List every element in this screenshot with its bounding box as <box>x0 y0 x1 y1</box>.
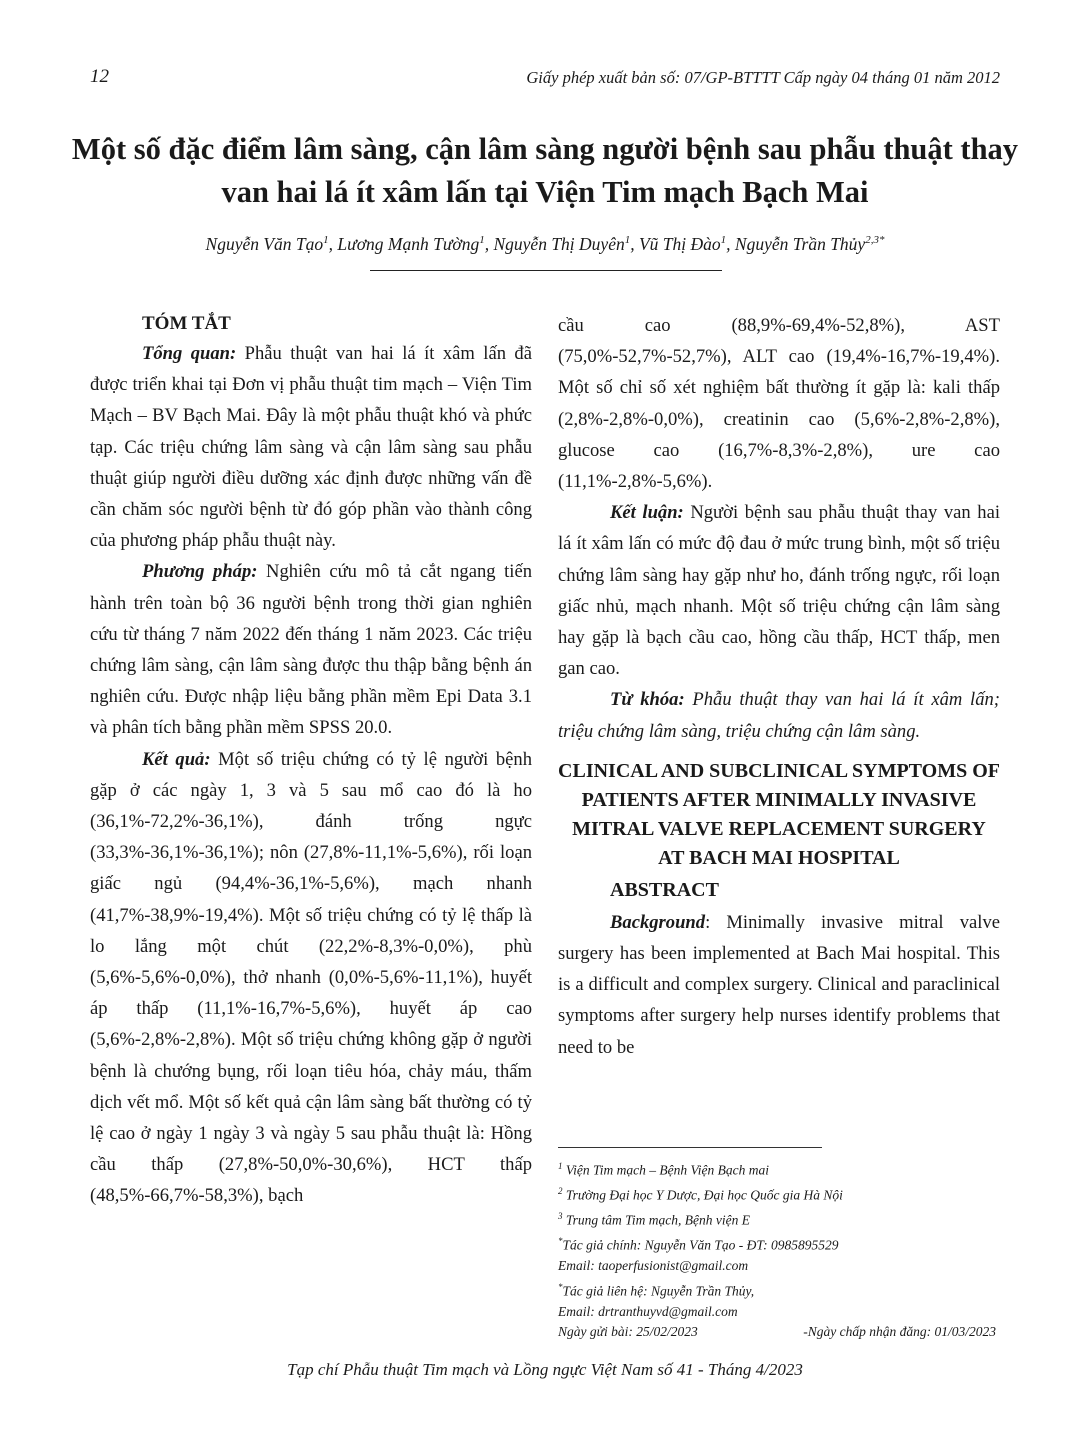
abstract-heading: ABSTRACT <box>610 878 719 901</box>
right-column <box>558 310 1000 1063</box>
author-divider <box>370 270 722 271</box>
background-paragraph: Background: Minimally invasive mitral valve surgery has been implemented at Bach Mai hospital. This is a difficult and complex surgery. Clinical and paraclinical symptoms after surgery help nurses identify problems that need to be <box>558 911 1000 1058</box>
article-title: Một số đặc điểm lâm sàng, cận lâm sàng người bệnh sau phẫu thuật thay van hai lá ít xâm lấn tại Viện Tim mạch Bạch Mai <box>71 132 1019 209</box>
date-received: Ngày gửi bài: 25/02/2023 <box>558 1324 698 1339</box>
page-number: 12 <box>90 66 109 87</box>
left-column <box>90 310 532 1212</box>
page-header <box>90 66 1000 92</box>
summary-heading: TÓM TẮT <box>142 313 231 334</box>
footnotes <box>558 1156 1000 1343</box>
footnote-corresponding-author: *Tác giả liên hệ: Nguyễn Trần Thủy, <box>558 1281 755 1298</box>
footnote-dates <box>558 1322 1000 1343</box>
publication-license: Giấy phép xuất bản số: 07/GP-BTTTT Cấp ngày 04 tháng 01 năm 2012 <box>526 68 1000 87</box>
overview-paragraph: Tổng quan: Phẫu thuật van hai lá ít xâm lấn đã được triển khai tại Đơn vị phẫu thuật tim mạch – Viện Tim Mạch – BV Bạch Mai. Đây là một phẫu thuật khó và phức tạp. Các triệu chứng lâm sàng và cận lâm sàng sau phẫu thuật giúp người điều dưỡng xác định được những vấn đề cần chăm sóc người bệnh từ đó góp phần vào thành công của phương pháp phẫu thuật này. <box>90 343 532 552</box>
conclusion-paragraph: Kết luận: Người bệnh sau phẫu thuật thay van hai lá ít xâm lấn có mức độ đau ở mức trung bình, một số triệu chứng lâm sàng hay gặp như ho, đánh trống ngực, rối loạn giấc nhủ, mạch nhanh. Một số triệu chứng cận lâm sàng hay gặp là bạch cầu cao, hồng cầu thấp, HCT thấp, men gan cao. <box>558 502 1000 680</box>
footnote-affiliation: $^2$ Trường Đại học Y Dược, Đại học Quốc gia Hà Nội <box>558 1186 843 1203</box>
author: Nguyễn Trần Thủy$^{2,3*}$ <box>734 234 885 254</box>
result-label: Kết quả: <box>142 748 211 770</box>
footnote-divider <box>558 1147 822 1148</box>
footnote-main-email: Email: taoperfusionist@gmail.com <box>558 1258 749 1273</box>
keywords-label: Từ khóa: <box>610 689 685 711</box>
result-paragraph-continued: cầu cao (88,9%-69,4%-52,8%), AST (75,0%-52,7%-52,7%), ALT cao (19,4%-16,7%-19,4%). Một số chỉ số xét nghiệm bất thường ít gặp là: kali thấp (2,8%-2,8%-0,0%), creatinin cao (5,6%-2,8%-2,8%), glucose cao (16,7%-8,3%-2,8%), ure cao (11,1%-2,8%-5,6%). <box>558 315 1000 493</box>
footnote-main-author: *Tác giả chính: Nguyễn Văn Tạo - ĐT: 0985895529 <box>558 1236 839 1253</box>
author: Vũ Thị Đào$^1$, <box>638 234 735 254</box>
result-paragraph: Kết quả: Một số triệu chứng có tỷ lệ người bệnh gặp ở các ngày 1, 3 và 5 sau mổ cao đó là ho (36,1%-72,2%-36,1%), đánh trống ngực (33,3%-36,1%-36,1%); nôn (27,8%-11,1%-5,6%), rối loạn giấc ngủ (94,4%-36,1%-5,6%), mạch nhanh (41,7%-38,9%-19,4%). Một số triệu chứng có tỷ lệ thấp là lo lắng một chút (22,2%-8,3%-0,0%), phù (5,6%-5,6%-0,0%), thở nhanh (0,0%-5,6%-11,1%), huyết áp thấp (11,1%-16,7%-5,6%), huyết áp cao (5,6%-2,8%-2,8%). Một số triệu chứng không gặp ở người bệnh là chướng bụng, rối loạn tiêu hóa, chảy máu, thấm dịch vết mổ. Một số kết quả cận lâm sàng bất thường có tỷ lệ cao ở ngày 1 ngày 3 và ngày 5 sau phẫu thuật là: Hồng cầu thấp (27,8%-50,0%-30,6%), HCT thấp (48,5%-66,7%-58,3%), bạch <box>90 748 532 1207</box>
author: Nguyễn Văn Tạo$^1$, <box>205 234 338 254</box>
conclusion-label: Kết luận: <box>610 502 684 524</box>
method-label: Phương pháp: <box>142 561 258 583</box>
date-accepted: -Ngày chấp nhận đăng: 01/03/2023 <box>803 1324 996 1339</box>
footnote-affiliation: $^3$ Trung tâm Tim mạch, Bệnh viện E <box>558 1211 750 1228</box>
overview-label: Tổng quan: <box>142 343 237 364</box>
english-title: CLINICAL AND SUBCLINICAL SYMPTOMS OF PATIENTS AFTER MINIMALLY INVASIVE MITRAL VALVE REPLACEMENT SURGERY AT BACH MAI HOSPITAL <box>558 759 1000 869</box>
keywords-paragraph: Từ khóa: Phẫu thuật thay van hai lá ít xâm lấn; triệu chứng lâm sàng, triệu chứng cận lâm sàng. <box>558 689 1000 742</box>
author-list <box>60 234 1030 255</box>
journal-footer: Tạp chí Phẫu thuật Tim mạch và Lồng ngực Việt Nam số 41 - Tháng 4/2023 <box>287 1360 803 1379</box>
author: Lương Mạnh Tường$^1$, <box>337 234 494 254</box>
footnote-corresponding-email: Email: drtranthuyvd@gmail.com <box>558 1303 738 1319</box>
background-label: Background <box>610 911 706 933</box>
method-paragraph: Phương pháp: Nghiên cứu mô tả cắt ngang tiến hành trên toàn bộ 36 người bệnh trong thời gian nghiên cứu từ tháng 7 năm 2022 đến tháng 1 năm 2023. Các triệu chứng lâm sàng, cận lâm sàng được thu thập bằng bệnh án nghiên cứu. Được nhập liệu bằng phần mềm Epi Data 3.1 và phân tích bằng phần mềm SPSS 20.0. <box>90 561 532 739</box>
author: Nguyễn Thị Duyên$^1$, <box>493 234 639 254</box>
footnote-affiliation: $^1$ Viện Tim mạch – Bệnh Viện Bạch mai <box>558 1161 769 1178</box>
